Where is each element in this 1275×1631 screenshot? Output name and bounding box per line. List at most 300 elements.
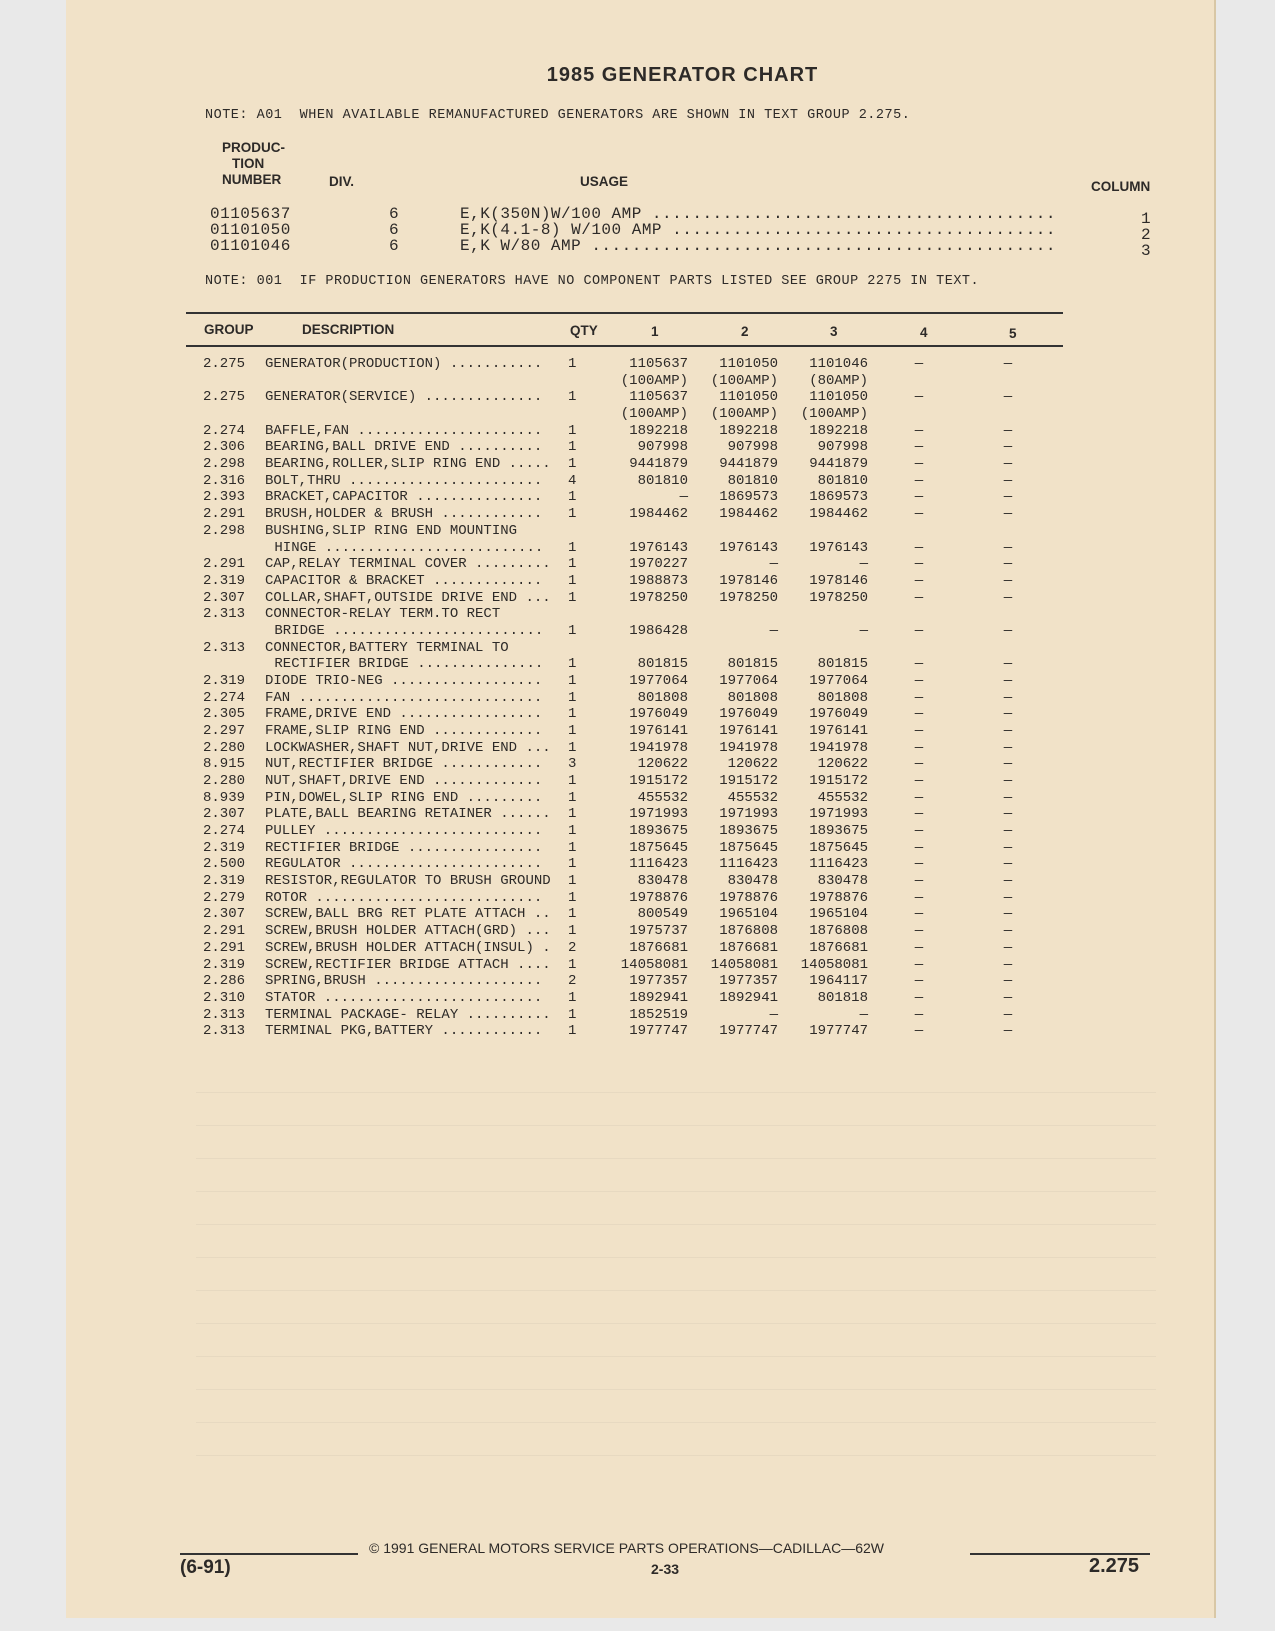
row-description: SPRING,BRUSH .................... <box>265 973 543 990</box>
row-col3-part: 1876808 <box>809 923 868 940</box>
footer-rule-left <box>180 1553 358 1555</box>
table-row <box>0 489 1275 506</box>
row-col3-part: 1875645 <box>809 839 868 856</box>
row-col2-part: 1977064 <box>719 672 778 689</box>
row-col5-part: — <box>1003 973 1013 990</box>
row-col5-part: — <box>1003 989 1013 1006</box>
row-qty: 1 <box>568 556 577 573</box>
row-col4-part: — <box>914 889 924 906</box>
row-col3-part: 1965104 <box>809 906 868 923</box>
row-col2-part: 1965104 <box>719 906 778 923</box>
row-col5-part: — <box>1003 939 1013 956</box>
row-description: DIODE TRIO-NEG .................. <box>265 672 543 689</box>
row-group: 2.305 <box>203 706 246 723</box>
row-col4-part: — <box>914 422 924 439</box>
page-title: 1985 GENERATOR CHART <box>546 64 819 86</box>
row-col3-part: (100AMP) <box>800 406 868 422</box>
row-col2-part: 1892218 <box>719 422 778 439</box>
row-col2-part: (100AMP) <box>710 372 778 389</box>
row-col5-part: — <box>1003 856 1013 873</box>
row-qty: 1 <box>568 422 577 439</box>
row-description: RECTIFIER BRIDGE ................ <box>265 839 543 856</box>
row-col4-part: — <box>914 1023 924 1040</box>
table-row <box>0 723 1275 740</box>
production-div: 6 <box>389 205 400 223</box>
row-qty: 1 <box>568 723 577 739</box>
row-qty: 1 <box>568 739 577 756</box>
table-row <box>0 873 1275 890</box>
row-col3-part: 1101046 <box>809 356 868 372</box>
row-qty: 1 <box>568 823 577 839</box>
row-col1-part: (100AMP) <box>620 406 688 422</box>
production-column: 2 <box>1141 226 1152 244</box>
row-group: 2.307 <box>203 806 246 823</box>
production-column: 3 <box>1141 242 1152 260</box>
table-row <box>0 523 1275 540</box>
table-row <box>0 1023 1275 1040</box>
row-col5-part: — <box>1003 906 1013 923</box>
table-row <box>0 373 1275 390</box>
row-col3-part: 801818 <box>817 989 868 1006</box>
row-col3-part: 1976049 <box>809 706 868 723</box>
row-col3-part: 1116423 <box>809 856 868 873</box>
prod-header-line2: TION <box>232 156 265 171</box>
table-row <box>0 957 1275 974</box>
row-col5-part: — <box>1003 356 1013 372</box>
row-col4-part: — <box>914 572 924 589</box>
row-col3-part: 120622 <box>817 756 868 773</box>
row-col1-part: 1105637 <box>629 356 688 372</box>
row-col4-part: — <box>914 856 924 873</box>
row-description: SCREW,RECTIFIER BRIDGE ATTACH .... <box>265 956 551 973</box>
row-group: 2.313 <box>203 1006 246 1023</box>
row-col2-part: 1978250 <box>719 589 778 606</box>
row-qty: 1 <box>568 589 577 606</box>
row-qty: 1 <box>568 923 577 940</box>
row-col5-part: — <box>1003 689 1013 706</box>
table-row <box>0 473 1275 490</box>
row-col3-part: 830478 <box>817 873 868 890</box>
row-col5-part: — <box>1003 839 1013 856</box>
row-group: 2.319 <box>203 672 246 689</box>
col-header-description: DESCRIPTION <box>302 322 395 337</box>
row-description: BRUSH,HOLDER & BRUSH ............ <box>265 506 543 523</box>
row-col1-part: 1915172 <box>629 773 688 789</box>
row-description: NUT,RECTIFIER BRIDGE ............ <box>265 756 543 773</box>
row-description: PULLEY .......................... <box>265 823 543 839</box>
row-col1-part: 1875645 <box>629 839 688 856</box>
table-row <box>0 840 1275 857</box>
table-row <box>0 756 1275 773</box>
row-col1-part: 1978250 <box>629 589 688 606</box>
row-col4-part: — <box>914 389 924 406</box>
row-col3-part: 455532 <box>817 789 868 806</box>
production-number: 01101050 <box>210 221 291 239</box>
row-qty: 1 <box>568 956 577 973</box>
row-col2-part: 14058081 <box>710 956 778 973</box>
row-col2-part: 801808 <box>727 689 778 706</box>
col-header-5: 5 <box>1009 326 1017 341</box>
row-description: COLLAR,SHAFT,OUTSIDE DRIVE END ... <box>265 589 551 606</box>
footer-section-number: 2.275 <box>1089 1555 1140 1577</box>
row-col1-part: 120622 <box>637 756 688 773</box>
table-row <box>0 556 1275 573</box>
row-qty: 1 <box>568 689 577 706</box>
row-col2-part: 1101050 <box>719 389 778 406</box>
production-number: 01105637 <box>210 205 291 223</box>
row-group: 2.319 <box>203 839 246 856</box>
row-col4-part: — <box>914 773 924 789</box>
row-qty: 1 <box>568 873 577 890</box>
row-description: FRAME,DRIVE END ................. <box>265 706 543 723</box>
row-col1-part: (100AMP) <box>620 372 688 389</box>
row-col4-part: — <box>914 989 924 1006</box>
row-col4-part: — <box>914 356 924 372</box>
row-col5-part: — <box>1003 389 1013 406</box>
row-col3-part: 1971993 <box>809 806 868 823</box>
row-col2-part: 9441879 <box>719 456 778 473</box>
table-header-rule <box>186 345 1063 347</box>
row-group: 2.313 <box>203 639 246 656</box>
row-col1-part: 1971993 <box>629 806 688 823</box>
table-row <box>0 673 1275 690</box>
row-col1-part: 1976049 <box>629 706 688 723</box>
row-col2-part: 1977357 <box>719 973 778 990</box>
table-row <box>0 740 1275 757</box>
row-col1-part: 1984462 <box>629 506 688 523</box>
row-qty: 4 <box>568 472 577 489</box>
row-col2-part: 1875645 <box>719 839 778 856</box>
row-description: TERMINAL PKG,BATTERY ............ <box>265 1023 543 1040</box>
row-col3-part: 9441879 <box>809 456 868 473</box>
row-col5-part: — <box>1003 806 1013 823</box>
row-col4-part: — <box>914 973 924 990</box>
row-col1-part: 1852519 <box>629 1006 688 1023</box>
row-description: REGULATOR ....................... <box>265 856 543 873</box>
row-col1-part: 1976143 <box>629 539 688 556</box>
table-row <box>0 640 1275 657</box>
row-col1-part: 1941978 <box>629 739 688 756</box>
row-col2-part: 1976049 <box>719 706 778 723</box>
row-col4-part: — <box>914 656 924 673</box>
row-description: CONNECTOR-RELAY TERM.TO RECT <box>265 606 501 623</box>
table-row <box>0 890 1275 907</box>
table-row <box>0 623 1275 640</box>
row-col2-part: 1892941 <box>719 989 778 1006</box>
row-description: CAPACITOR & BRACKET ............. <box>265 572 543 589</box>
row-col2-part: 1876808 <box>719 923 778 940</box>
row-col4-part: — <box>914 472 924 489</box>
row-col5-part: — <box>1003 873 1013 890</box>
footer-copyright: © 1991 GENERAL MOTORS SERVICE PARTS OPERATIONS—CADILLAC—62W <box>369 1540 884 1556</box>
row-col4-part: — <box>914 823 924 839</box>
col-header-group: GROUP <box>204 322 254 337</box>
row-qty: 1 <box>568 773 577 789</box>
table-row <box>0 923 1275 940</box>
table-row <box>0 706 1275 723</box>
row-col1-part: 801808 <box>637 689 688 706</box>
note-top: NOTE: A01 WHEN AVAILABLE REMANUFACTURED GENERATORS ARE SHOWN IN TEXT GROUP 2.275. <box>205 108 911 123</box>
row-col4-part: — <box>914 556 924 573</box>
row-col3-part: 1977747 <box>809 1023 868 1040</box>
row-qty: 1 <box>568 806 577 823</box>
row-col4-part: — <box>914 723 924 739</box>
row-col3-part: 1984462 <box>809 506 868 523</box>
note-second: NOTE: 001 IF PRODUCTION GENERATORS HAVE NO COMPONENT PARTS LISTED SEE GROUP 2275 IN TEXT. <box>205 274 980 289</box>
table-row <box>0 973 1275 990</box>
col-header-3: 3 <box>830 324 838 339</box>
row-group: 2.280 <box>203 739 246 756</box>
row-description: BEARING,ROLLER,SLIP RING END ..... <box>265 456 551 473</box>
row-col2-part: 801810 <box>727 472 778 489</box>
row-col3-part: 1915172 <box>809 773 868 789</box>
row-description: FRAME,SLIP RING END ............. <box>265 723 543 739</box>
row-group: 2.319 <box>203 873 246 890</box>
row-col5-part: — <box>1003 656 1013 673</box>
row-col3-part: 1978876 <box>809 889 868 906</box>
table-row <box>0 573 1275 590</box>
row-col5-part: — <box>1003 672 1013 689</box>
row-description: BAFFLE,FAN ...................... <box>265 422 543 439</box>
row-group: 2.393 <box>203 489 246 506</box>
table-row <box>0 823 1275 840</box>
row-group: 2.291 <box>203 923 246 940</box>
row-description: GENERATOR(SERVICE) .............. <box>265 389 543 406</box>
row-col1-part: 1988873 <box>629 572 688 589</box>
row-col5-part: — <box>1003 739 1013 756</box>
row-col1-part: 907998 <box>637 439 688 456</box>
row-col3-part: 1892218 <box>809 422 868 439</box>
row-group: 8.939 <box>203 789 246 806</box>
row-qty: 1 <box>568 789 577 806</box>
footer-revision: (6-91) <box>180 1557 231 1578</box>
row-col5-part: — <box>1003 456 1013 473</box>
production-usage: E,K(350N)W/100 AMP ........................................ <box>460 205 1056 223</box>
row-col1-part: 1970227 <box>629 556 688 573</box>
row-col4-part: — <box>914 456 924 473</box>
row-description: SCREW,BALL BRG RET PLATE ATTACH .. <box>265 906 551 923</box>
row-description: HINGE .......................... <box>266 539 544 556</box>
production-div: 6 <box>389 237 400 255</box>
row-description: BRIDGE ......................... <box>266 622 544 639</box>
row-group: 2.316 <box>203 472 246 489</box>
row-qty: 1 <box>568 506 577 523</box>
row-description: BEARING,BALL DRIVE END .......... <box>265 439 543 456</box>
row-col3-part: 1978250 <box>809 589 868 606</box>
row-col1-part: 800549 <box>637 906 688 923</box>
table-row <box>0 1007 1275 1024</box>
row-description: BUSHING,SLIP RING END MOUNTING <box>265 522 518 539</box>
table-row <box>0 940 1275 957</box>
row-description: CONNECTOR,BATTERY TERMINAL TO <box>265 639 509 656</box>
row-col5-part: — <box>1003 622 1013 639</box>
row-col3-part: 1977064 <box>809 672 868 689</box>
row-group: 2.298 <box>203 522 246 539</box>
row-col3-part: 1869573 <box>809 489 868 506</box>
table-row <box>0 506 1275 523</box>
row-col5-part: — <box>1003 422 1013 439</box>
table-top-rule <box>186 312 1063 314</box>
row-group: 2.306 <box>203 439 246 456</box>
row-col2-part: 1101050 <box>719 356 778 372</box>
table-row <box>0 606 1275 623</box>
row-col4-part: — <box>914 589 924 606</box>
row-description: SCREW,BRUSH HOLDER ATTACH(GRD) ... <box>265 923 551 940</box>
row-col2-part: 1977747 <box>719 1023 778 1040</box>
row-col3-part: 1101050 <box>809 389 868 406</box>
row-col4-part: — <box>914 689 924 706</box>
row-group: 2.500 <box>203 856 246 873</box>
row-qty: 1 <box>568 856 577 873</box>
row-col2-part: 1876681 <box>719 939 778 956</box>
table-row <box>0 406 1275 423</box>
row-col5-part: — <box>1003 472 1013 489</box>
row-col3-part: 14058081 <box>800 956 868 973</box>
row-group: 2.286 <box>203 973 246 990</box>
row-col5-part: — <box>1003 823 1013 839</box>
row-col1-part: 14058081 <box>620 956 688 973</box>
row-col5-part: — <box>1003 923 1013 940</box>
production-number: 01101046 <box>210 237 291 255</box>
row-col3-part: 1976143 <box>809 539 868 556</box>
row-col2-part: — <box>769 1006 778 1023</box>
row-group: 2.291 <box>203 556 246 573</box>
row-col2-part: 1941978 <box>719 739 778 756</box>
row-col5-part: — <box>1003 1006 1013 1023</box>
row-col1-part: 1976141 <box>629 723 688 739</box>
row-col4-part: — <box>914 939 924 956</box>
production-usage: E,K W/80 AMP .............................................. <box>460 237 1056 255</box>
production-div: 6 <box>389 221 400 239</box>
prod-header-column: COLUMN <box>1091 179 1151 194</box>
row-qty: 1 <box>568 356 577 372</box>
row-col4-part: — <box>914 489 924 506</box>
row-col3-part: 1876681 <box>809 939 868 956</box>
row-col3-part: 1978146 <box>809 572 868 589</box>
row-col4-part: — <box>914 806 924 823</box>
table-row <box>0 356 1275 373</box>
row-col3-part: 801808 <box>817 689 868 706</box>
row-qty: 2 <box>568 973 577 990</box>
footer-page-number: 2-33 <box>651 1561 680 1577</box>
row-description: BRACKET,CAPACITOR ............... <box>265 489 543 506</box>
row-description: CAP,RELAY TERMINAL COVER ......... <box>265 556 551 573</box>
table-row <box>0 456 1275 473</box>
row-col5-part: — <box>1003 756 1013 773</box>
row-col1-part: 1876681 <box>629 939 688 956</box>
row-col5-part: — <box>1003 956 1013 973</box>
row-description: NUT,SHAFT,DRIVE END ............. <box>265 773 543 789</box>
row-col1-part: 1893675 <box>629 823 688 839</box>
table-row <box>0 906 1275 923</box>
row-col1-part: 1978876 <box>629 889 688 906</box>
row-col2-part: 120622 <box>727 756 778 773</box>
row-col4-part: — <box>914 672 924 689</box>
table-row <box>0 423 1275 440</box>
row-col5-part: — <box>1003 889 1013 906</box>
table-row <box>0 856 1275 873</box>
ruled-background <box>196 1060 1156 1460</box>
row-col1-part: 455532 <box>637 789 688 806</box>
row-col3-part: 907998 <box>817 439 868 456</box>
table-row <box>0 540 1275 557</box>
row-group: 2.307 <box>203 906 246 923</box>
row-col2-part: 1915172 <box>719 773 778 789</box>
row-col3-part: 801810 <box>817 472 868 489</box>
row-qty: 1 <box>568 622 577 639</box>
row-col5-part: — <box>1003 556 1013 573</box>
row-col2-part: 1978876 <box>719 889 778 906</box>
row-col3-part: — <box>859 556 868 573</box>
row-col4-part: — <box>914 906 924 923</box>
table-row <box>0 990 1275 1007</box>
row-description: RESISTOR,REGULATOR TO BRUSH GROUND <box>265 873 551 890</box>
row-col2-part: 1869573 <box>719 489 778 506</box>
row-col1-part: 1892941 <box>629 989 688 1006</box>
prod-header-div: DIV. <box>329 174 355 189</box>
row-col5-part: — <box>1003 539 1013 556</box>
prod-header-line3: NUMBER <box>222 172 282 187</box>
row-description: ROTOR ........................... <box>265 889 543 906</box>
table-row <box>0 389 1275 406</box>
row-qty: 2 <box>568 939 577 956</box>
row-col1-part: 801815 <box>637 656 688 673</box>
row-qty: 1 <box>568 889 577 906</box>
row-col1-part: — <box>679 489 688 506</box>
row-col4-part: — <box>914 622 924 639</box>
row-col5-part: — <box>1003 572 1013 589</box>
row-col5-part: — <box>1003 706 1013 723</box>
row-col3-part: 1964117 <box>809 973 868 990</box>
row-col5-part: — <box>1003 489 1013 506</box>
row-group: 2.291 <box>203 506 246 523</box>
row-col4-part: — <box>914 789 924 806</box>
row-description: SCREW,BRUSH HOLDER ATTACH(INSUL) . <box>265 939 551 956</box>
row-col3-part: (80AMP) <box>809 372 868 389</box>
row-col2-part: 801815 <box>727 656 778 673</box>
table-row <box>0 790 1275 807</box>
row-qty: 1 <box>568 572 577 589</box>
row-group: 2.298 <box>203 456 246 473</box>
col-header-4: 4 <box>920 325 928 340</box>
row-col2-part: — <box>769 556 778 573</box>
row-group: 2.274 <box>203 823 246 839</box>
table-row <box>0 439 1275 456</box>
row-col1-part: 1977357 <box>629 973 688 990</box>
row-qty: 1 <box>568 906 577 923</box>
row-qty: 1 <box>568 839 577 856</box>
row-col2-part: 1116423 <box>719 856 778 873</box>
production-usage: E,K(4.1-8) W/100 AMP ...................................... <box>460 221 1056 239</box>
row-group: 8.915 <box>203 756 246 773</box>
row-group: 2.274 <box>203 689 246 706</box>
row-col2-part: 1976143 <box>719 539 778 556</box>
row-qty: 1 <box>568 539 577 556</box>
row-col1-part: 9441879 <box>629 456 688 473</box>
table-row <box>0 656 1275 673</box>
row-col4-part: — <box>914 739 924 756</box>
table-row <box>0 690 1275 707</box>
row-col1-part: 801810 <box>637 472 688 489</box>
row-description: BOLT,THRU ....................... <box>265 472 543 489</box>
row-col1-part: 1977747 <box>629 1023 688 1040</box>
row-col3-part: 1976141 <box>809 723 868 739</box>
prod-header-usage: USAGE <box>580 174 629 189</box>
row-col2-part: (100AMP) <box>710 406 778 422</box>
row-col2-part: 1976141 <box>719 723 778 739</box>
table-row <box>0 773 1275 790</box>
production-column: 1 <box>1141 210 1152 228</box>
